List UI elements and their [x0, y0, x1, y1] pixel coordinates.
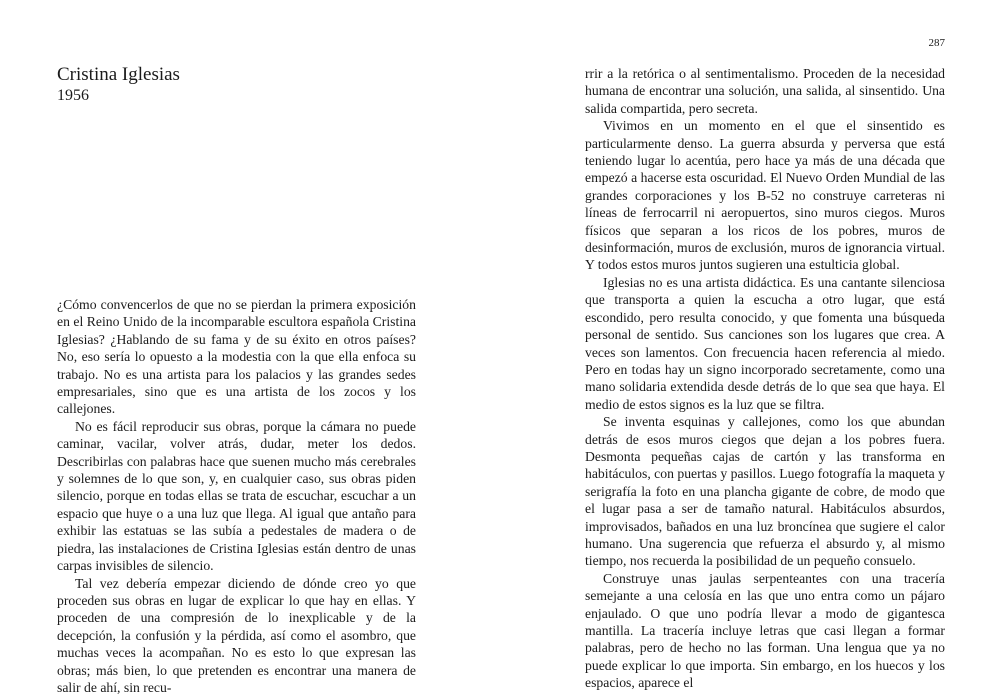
paragraph: Se inventa esquinas y callejones, como los que abundan detrás de esos muros ciegos que dejan a los pobres fuera. Desmonta pequeñas cajas de cartón y las transforma en habitáculos, con puertas y pasillos. Luego fotografía la maqueta y serigrafía la foto en una plancha gigante de cobre, de modo que el lugar pasa a ser de tamaño natural. Habitáculos absurdos, improvisados, bañados en una luz broncínea que sugiere el calor humano. Una sugerencia que refuerza el absurdo y, al mismo tiempo, nos recuerda la posibilidad de un pequeño consuelo. — [585, 414, 945, 569]
page-number: 287 — [928, 37, 945, 49]
left-column — [57, 296, 416, 696]
paragraph: No es fácil reproducir sus obras, porque la cámara no puede caminar, vacilar, volver atrás, dudar, meter los dedos. Describirlas con palabras hace que suenen mucho más cerebrales y solemnes de lo que son, y, en cualquier caso, sus obras piden silencio, porque en todas ellas se trata de escuchar, escuchar a un espacio que huye o a una luz que llega. Al igual que antaño para exhibir las estatuas se las subía a pedestales de madera o de piedra, las instalaciones de Cristina Iglesias están dentro de unas carpas invisibles de silencio. — [57, 418, 416, 574]
artist-name: Cristina Iglesias — [57, 64, 180, 85]
paragraph: Construye unas jaulas serpenteantes con una tracería semejante a una celosía en las que uno entra como un pájaro enjaulado. O que uno podría llevar a modo de gigantesca mantilla. La tracería incluye letras que casi llegan a formar palabras, pero de hecho no las forman. Una lengua que ya no puede explicar lo que importa. Sin embargo, en los huecos y los espacios, aparece el — [585, 570, 945, 691]
paragraph: Vivimos en un momento en el que el sinsentido es particularmente denso. La guerra absurda y perversa que está teniendo lugar lo acentúa, pero hace ya más de una década que empezó a hacerse esta oscuridad. El Nuevo Orden Mundial de las grandes corporaciones y los B-52 no construye carreteras ni líneas de ferrocarril ni aeropuertos, sino muros ciegos. Muros físicos que separan a los ricos de los pobres, muros de desinformación, muros de exclusión, muros de ignorancia virtual. Y todos estos muros juntos sugieren una estulticia global. — [585, 118, 945, 273]
paragraph: rrir a la retórica o al sentimentalismo. Proceden de la necesidad humana de encontrar una solución, una salida, al sinsentido. Una salida compartida, pero secreta. — [585, 66, 945, 116]
artist-birth-year: 1956 — [57, 87, 89, 104]
paragraph: Tal vez debería empezar diciendo de dónde creo yo que proceden sus obras en lugar de explicar lo que hay en ellas. Y proceden de una compresión de lo inexplicable y de la decepción, la confusión y la pérdida, así como el asombro, que muchas veces la acompañan. No es esto lo que expresan las obras; más bien, lo que pretenden es encontrar una manera de salir de ahí, sin recu- — [57, 575, 416, 695]
paragraph: ¿Cómo convencerlos de que no se pierdan la primera exposición en el Reino Unido de la incomparable escultora española Cristina Iglesias? ¿Hablando de su fama y de su éxito en otros países? No, eso sería lo opuesto a la modestia con la que ella enfoca su trabajo. No es una artista para los palacios y las grandes sedes empresariales, sino que es una artista de los zocos y los callejones. — [57, 297, 416, 417]
essay-header — [57, 64, 180, 106]
right-column — [585, 65, 945, 692]
paragraph: Iglesias no es una artista didáctica. Es una cantante silenciosa que transporta a quien la escucha a otro lugar, que está escondido, pero resulta conocido, y que fomenta una búsqueda personal de sentido. Sus canciones son los lugares que crea. A veces son lamentos. Con frecuencia hacen referencia al miedo. Pero en todas hay un signo incorporado secretamente, como una mano solidaria extendida desde detrás de lo que sea que haya. El medio de estos signos es la luz que se filtra. — [585, 274, 945, 412]
